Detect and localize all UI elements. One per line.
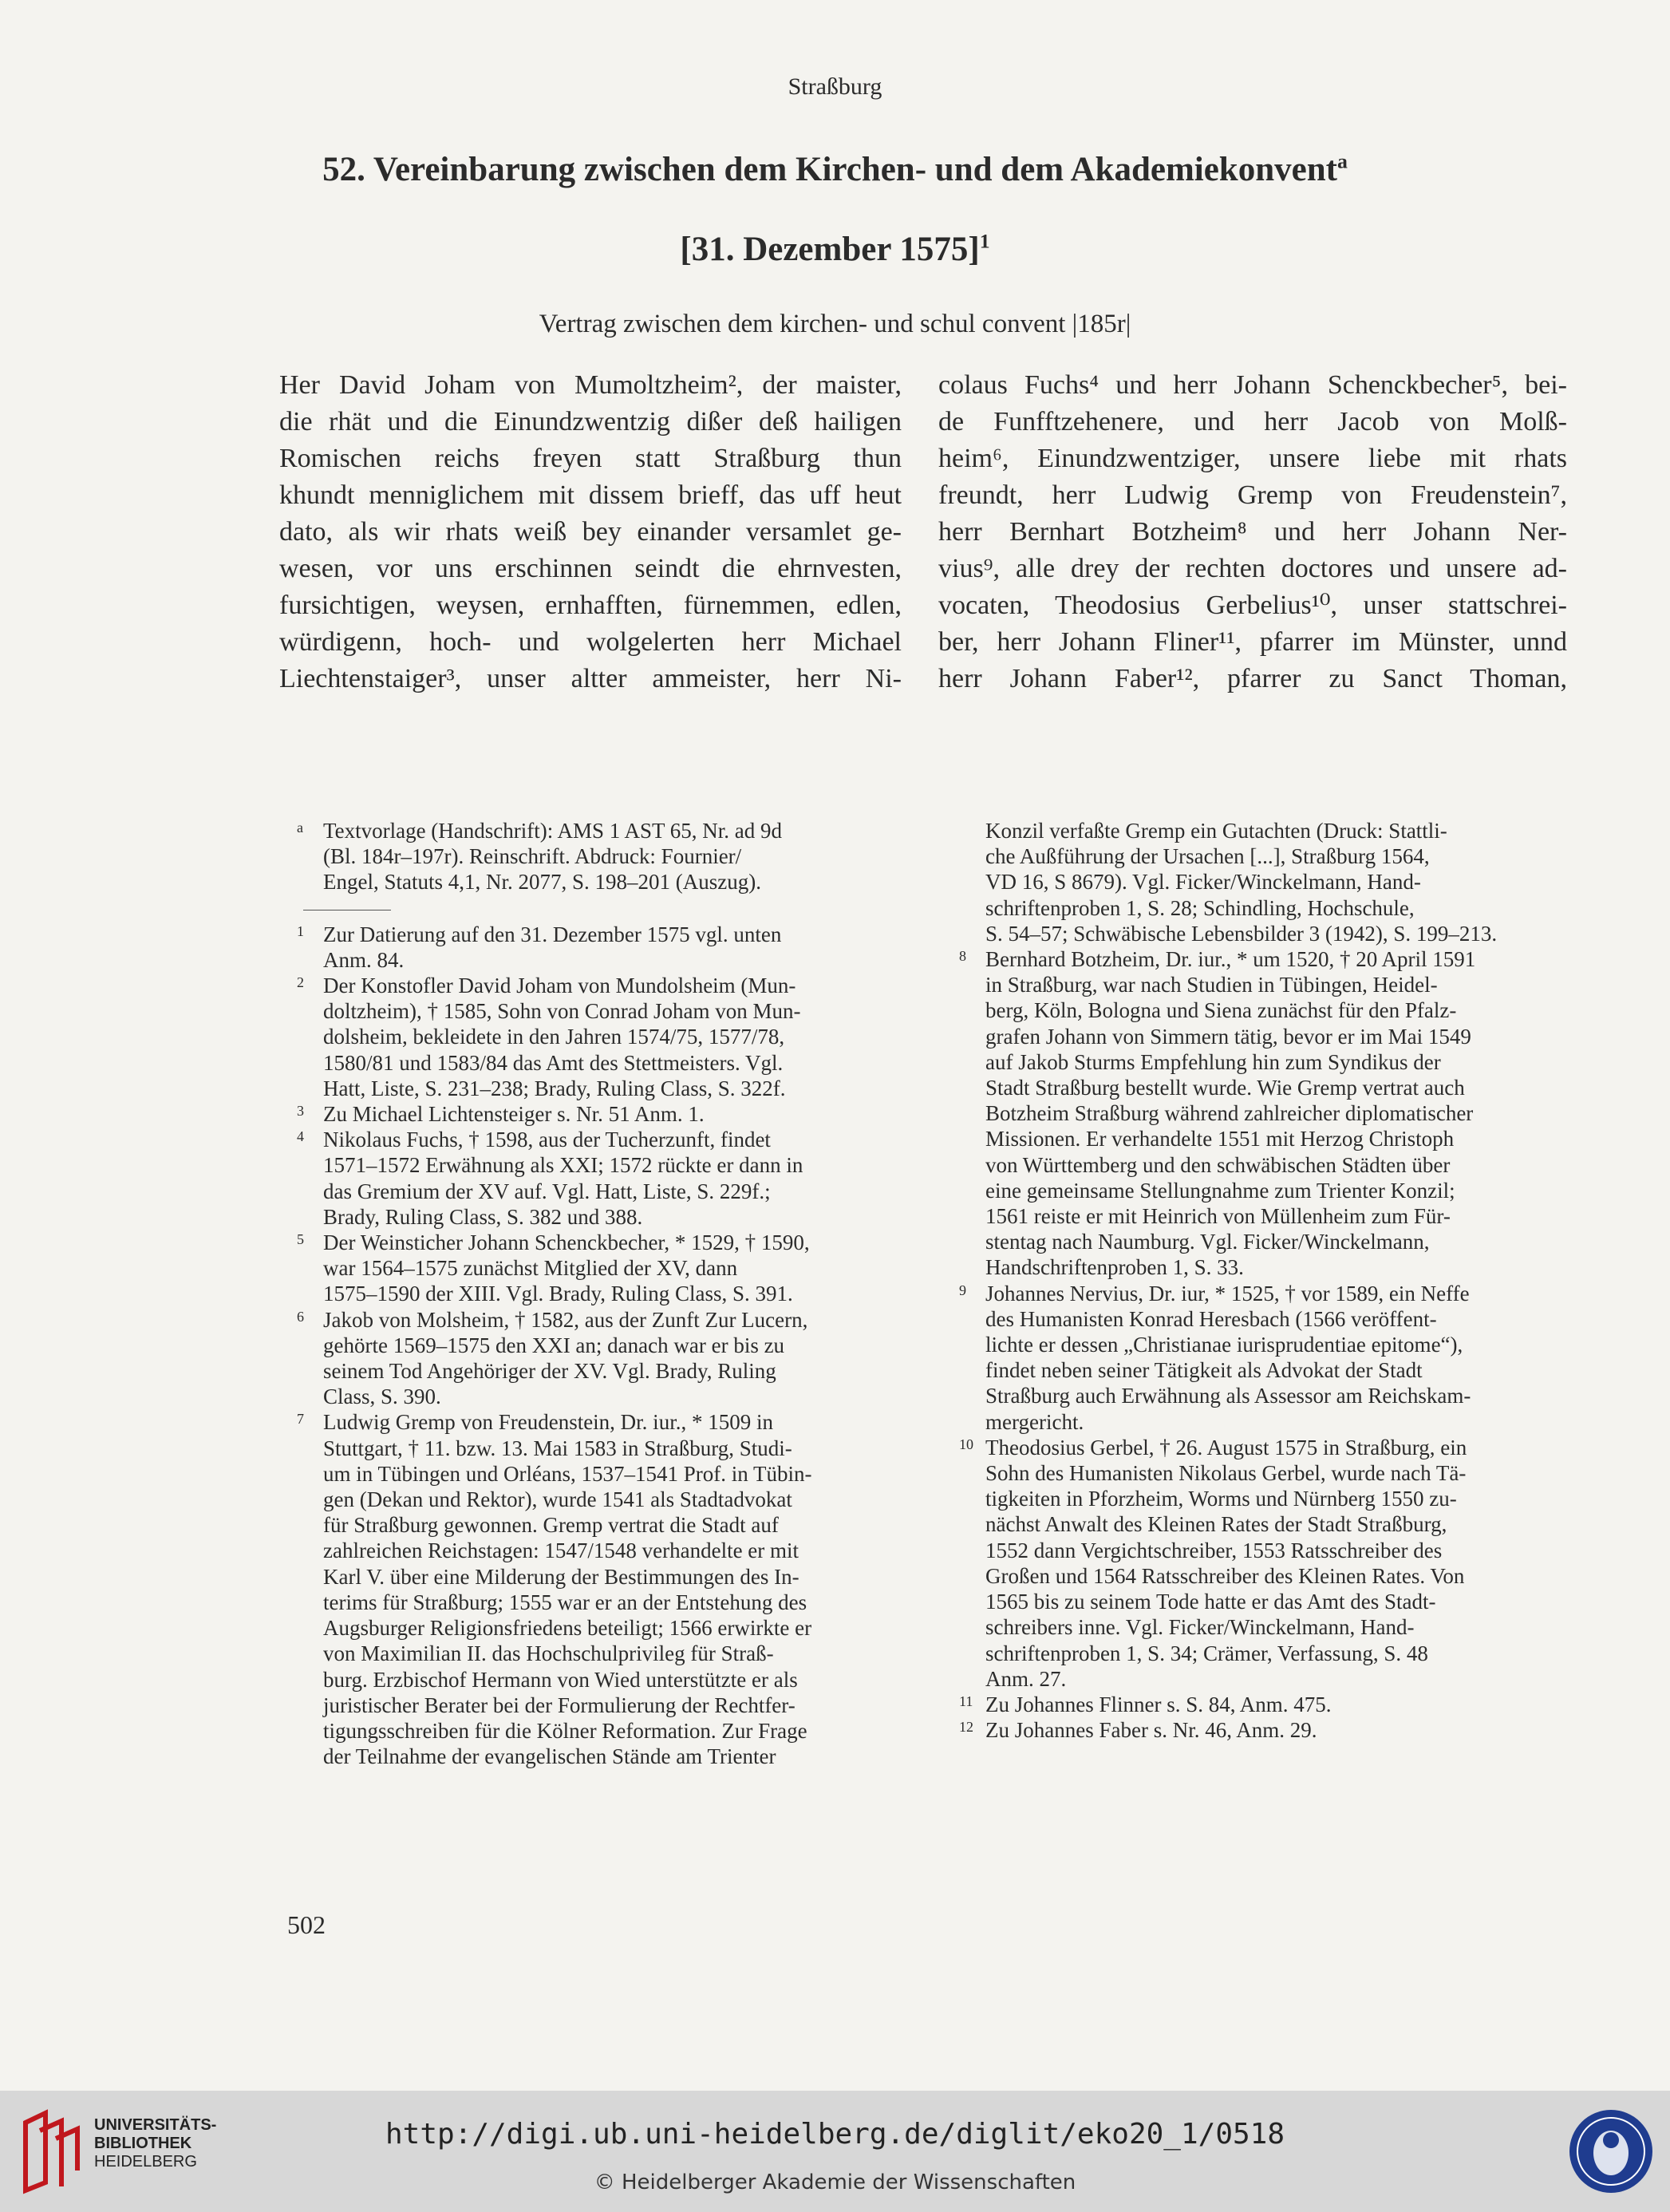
body-line: Liechtenstaiger³, unser altter ammeister, herr Ni- bbox=[279, 664, 902, 693]
footnote-line: seinem Tod Angehöriger der XV. Vgl. Brady, Ruling bbox=[323, 1359, 776, 1384]
footnote bbox=[297, 1101, 910, 1127]
footnote-number: 2 bbox=[297, 974, 304, 991]
body-line: ber, herr Johann Fliner¹¹, pfarrer im Münster, unnd bbox=[938, 627, 1567, 657]
footnote-line: Stadt Straßburg bestellt wurde. Wie Gremp vertrat auch bbox=[985, 1076, 1465, 1100]
footnote-line: schriftenproben 1, S. 34; Crämer, Verfassung, S. 48 bbox=[985, 1641, 1428, 1665]
footnote-line: Brady, Ruling Class, S. 382 und 388. bbox=[323, 1204, 643, 1229]
body-line: heim⁶, Einundzwentziger, unsere liebe mit rhats bbox=[938, 444, 1567, 473]
date-footnote-marker: 1 bbox=[979, 229, 990, 253]
footnote-line: burg. Erzbischof Hermann von Wied unterstützte er als bbox=[323, 1667, 798, 1692]
footnote-line: findet neben seiner Tätigkeit als Advokat der Stadt bbox=[985, 1358, 1423, 1383]
title-text: 52. Vereinbarung zwischen dem Kirchen- und dem Akademiekonvent bbox=[322, 151, 1337, 188]
footnote bbox=[965, 818, 1570, 946]
running-head: Straßburg bbox=[788, 73, 882, 100]
footnote-line: war 1564–1575 zunächst Mitglied der XV, dann bbox=[323, 1256, 738, 1281]
footnote bbox=[297, 1230, 910, 1307]
footnote-line: Augsburger Religionsfriedens beteiligt; 1566 erwirkte er bbox=[323, 1616, 812, 1641]
footnote-line: Großen und 1564 Ratsschreiber des Kleinen Rates. Von bbox=[985, 1563, 1465, 1588]
permalink-url[interactable]: http://digi.ub.uni-heidelberg.de/diglit/eko20_1/0518 bbox=[385, 2118, 1285, 2151]
footnote bbox=[297, 922, 910, 973]
body-line: wesen, vor uns erschinnen seindt die ehrnvesten, bbox=[279, 554, 902, 583]
footnote-line: Bernhard Botzheim, Dr. iur., * um 1520, † 20 April 1591 bbox=[985, 947, 1476, 972]
footnote-number: 9 bbox=[959, 1282, 966, 1298]
institution-line: HEIDELBERG bbox=[94, 2153, 197, 2171]
body-text-left-column bbox=[279, 367, 902, 697]
footnote bbox=[297, 1409, 910, 1769]
institution-line: UNIVERSITÄTS- bbox=[94, 2116, 217, 2134]
date-text: [31. Dezember 1575] bbox=[680, 231, 980, 268]
footnote-line: zahlreichen Reichstagen: 1547/1548 verhandelte er mit bbox=[323, 1539, 799, 1563]
body-line: Her David Joham von Mumoltzheim², der maister, bbox=[279, 370, 902, 400]
footnote-line: VD 16, S 8679). Vgl. Ficker/Winckelmann, Hand- bbox=[985, 870, 1421, 895]
footnote-line: Sohn des Humanisten Nikolaus Gerbel, wurde nach Tä- bbox=[985, 1461, 1467, 1486]
footnote-line: Class, S. 390. bbox=[323, 1384, 441, 1409]
footnote-line: Konzil verfaßte Gremp ein Gutachten (Druck: Stattli- bbox=[985, 819, 1447, 843]
body-line: dato, als wir rhats weiß bey einander versamlet ge- bbox=[279, 517, 902, 547]
footnote-line: (Bl. 184r–197r). Reinschrift. Abdruck: Fournier/ bbox=[323, 844, 742, 869]
footnote-line: tigungsschreiben für die Kölner Reformation. Zur Frage bbox=[323, 1718, 807, 1743]
university-seal-icon bbox=[1567, 2107, 1655, 2196]
footnote-line: Handschriftenproben 1, S. 33. bbox=[985, 1255, 1244, 1280]
footnote-line: Hatt, Liste, S. 231–238; Brady, Ruling Class, S. 322f. bbox=[323, 1076, 786, 1100]
footnote-number: 12 bbox=[959, 1719, 973, 1736]
footnote-line: Der Weinsticher Johann Schenckbecher, * 1529, † 1590, bbox=[323, 1230, 810, 1255]
footnote-line: Nikolaus Fuchs, † 1598, aus der Tucherzunft, findet bbox=[323, 1128, 771, 1152]
footnote-number: 11 bbox=[959, 1693, 973, 1709]
footnote bbox=[959, 1281, 1570, 1435]
title-footnote-marker: a bbox=[1336, 149, 1348, 173]
footnote-line: des Humanisten Konrad Heresbach (1566 veröffent- bbox=[985, 1306, 1437, 1331]
footnote-line: Jakob von Molsheim, † 1582, aus der Zunft Zur Lucern, bbox=[323, 1307, 808, 1332]
footnote-line: Anm. 27. bbox=[985, 1666, 1067, 1691]
footnote-line: berg, Köln, Bologna und Siena zunächst für den Pfalz- bbox=[985, 998, 1457, 1023]
body-line: colaus Fuchs⁴ und herr Johann Schenckbecher⁵, bei- bbox=[938, 370, 1567, 400]
footnote-line: um in Tübingen und Orléans, 1537–1541 Prof. in Tübin- bbox=[323, 1461, 812, 1486]
body-line: vocaten, Theodosius Gerbelius¹⁰, unser stattschrei- bbox=[938, 591, 1567, 620]
body-line: die rhät und die Einundzwentzig dißer deß hailigen bbox=[279, 407, 902, 436]
footnote-line: Zu Johannes Faber s. Nr. 46, Anm. 29. bbox=[985, 1718, 1317, 1743]
footnote bbox=[297, 1127, 910, 1230]
footnote-line: 1565 bis zu seinem Tode hatte er das Amt des Stadt- bbox=[985, 1590, 1436, 1614]
footnote-line: juristischer Berater bei der Formulierung der Rechtfer- bbox=[323, 1693, 796, 1717]
footnote-number: 5 bbox=[297, 1231, 304, 1248]
footnote-line: mergericht. bbox=[985, 1409, 1084, 1434]
footnote bbox=[959, 1435, 1570, 1692]
footnotes-left-column bbox=[297, 818, 910, 1769]
footnote-line: gen (Dekan und Rektor), wurde 1541 als Stadtadvokat bbox=[323, 1487, 792, 1512]
footnote-line: von Maximilian II. das Hochschulprivileg für Straß- bbox=[323, 1641, 774, 1666]
footnote-number: 10 bbox=[959, 1436, 973, 1452]
footnote-line: Ludwig Gremp von Freudenstein, Dr. iur., * 1509 in bbox=[323, 1410, 773, 1435]
copyright-notice: © Heidelberger Akademie der Wissenschaften bbox=[594, 2171, 1076, 2194]
body-line: würdigenn, hoch- und wolgelerten herr Michael bbox=[279, 627, 902, 657]
footnote bbox=[297, 1307, 910, 1410]
footnote-line: Theodosius Gerbel, † 26. August 1575 in Straßburg, ein bbox=[985, 1435, 1467, 1460]
footnote-number: 4 bbox=[297, 1128, 304, 1145]
document-subtitle: Vertrag zwischen dem kirchen- und schul convent |185r| bbox=[539, 310, 1131, 338]
body-text-right-column bbox=[938, 367, 1567, 697]
body-line: de Funfftzehenere, und herr Jacob von Molß- bbox=[938, 407, 1567, 436]
footnote-number: 1 bbox=[297, 922, 304, 939]
footnote-line: Botzheim Straßburg während zahlreicher diplomatischer bbox=[985, 1101, 1474, 1126]
footnotes-right-column bbox=[959, 818, 1570, 1743]
footnote-line: auf Jakob Sturms Empfehlung hin zum Syndikus der bbox=[985, 1049, 1441, 1074]
footnote-line: Stuttgart, † 11. bzw. 13. Mai 1583 in Straßburg, Studi- bbox=[323, 1436, 792, 1460]
footnote-line: 1575–1590 der XIII. Vgl. Brady, Ruling Class, S. 391. bbox=[323, 1282, 793, 1306]
document-date bbox=[0, 230, 1670, 269]
footnote-number: 6 bbox=[297, 1308, 304, 1325]
footnote-line: Zur Datierung auf den 31. Dezember 1575 vgl. unten bbox=[323, 922, 782, 946]
footnote-line: S. 54–57; Schwäbische Lebensbilder 3 (1942), S. 199–213. bbox=[985, 921, 1498, 946]
footnote-line: das Gremium der XV auf. Vgl. Hatt, Liste, S. 229f.; bbox=[323, 1179, 771, 1203]
footnote-number: 7 bbox=[297, 1411, 304, 1428]
footnote-line: tigkeiten in Pforzheim, Worms und Nürnberg 1550 zu- bbox=[985, 1487, 1457, 1511]
footnote-line: Missionen. Er verhandelte 1551 mit Herzog Christoph bbox=[985, 1127, 1455, 1151]
footnote-line: in Straßburg, war nach Studien in Tübingen, Heidel- bbox=[985, 973, 1438, 997]
footnote-number: a bbox=[297, 820, 303, 835]
footnote-line: eine gemeinsame Stellungnahme zum Trienter Konzil; bbox=[985, 1178, 1455, 1203]
footnote-line: Johannes Nervius, Dr. iur, * 1525, † vor 1589, ein Neffe bbox=[985, 1281, 1470, 1305]
institution-line: BIBLIOTHEK bbox=[94, 2135, 192, 2152]
footnote-line: 1571–1572 Erwähnung als XXI; 1572 rückte er dann in bbox=[323, 1153, 803, 1178]
body-line: herr Bernhart Botzheim⁸ und herr Johann Ner- bbox=[938, 517, 1567, 547]
footnote-line: Engel, Statuts 4,1, Nr. 2077, S. 198–201 (Auszug). bbox=[323, 870, 761, 895]
document-title bbox=[0, 150, 1670, 189]
footnote bbox=[959, 946, 1570, 1281]
footnote-line: terims für Straßburg; 1555 war er an der Entstehung des bbox=[323, 1590, 807, 1614]
footnote-line: der Teilnahme der evangelischen Stände am Trienter bbox=[323, 1744, 776, 1769]
footnote-line: che Außführung der Ursachen [...], Straßburg 1564, bbox=[985, 844, 1430, 869]
footnote-line: Anm. 84. bbox=[323, 947, 405, 972]
footnote-line: Zu Johannes Flinner s. S. 84, Anm. 475. bbox=[985, 1692, 1332, 1716]
footnote-line: schreibers inne. Vgl. Ficker/Winckelmann, Hand- bbox=[985, 1615, 1415, 1640]
footnote-line: 1580/81 und 1583/84 das Amt des Stettmeisters. Vgl. bbox=[323, 1050, 784, 1075]
footnote-line: gehörte 1569–1575 den XXI an; danach war er bis zu bbox=[323, 1333, 785, 1357]
footnote bbox=[297, 973, 910, 1101]
page-number: 502 bbox=[287, 1910, 326, 1939]
footnote-number: 8 bbox=[959, 948, 966, 965]
footnote-line: doltzheim), † 1585, Sohn von Conrad Joham von Mun- bbox=[323, 999, 801, 1024]
footnote-line: von Württemberg und den schwäbischen Städten über bbox=[985, 1152, 1451, 1177]
footnote-number: 3 bbox=[297, 1103, 304, 1120]
footnote-line: Zu Michael Lichtensteiger s. Nr. 51 Anm. 1. bbox=[323, 1102, 705, 1127]
body-line: fursichtigen, weysen, ernhafften, fürnemmen, edlen, bbox=[279, 591, 902, 620]
footnote-line: für Straßburg gewonnen. Gremp vertrat die Stadt auf bbox=[323, 1513, 779, 1538]
footnote-line: Karl V. über eine Milderung der Bestimmungen des In- bbox=[323, 1564, 799, 1589]
footnote-line: 1561 reiste er mit Heinrich von Müllenheim zum Für- bbox=[985, 1204, 1451, 1229]
footnote-line: Straßburg auch Erwähnung als Assessor am Reichskam- bbox=[985, 1384, 1471, 1408]
body-line: vius⁹, alle drey der rechten doctores und unsere ad- bbox=[938, 554, 1567, 583]
footnote-line: Der Konstofler David Joham von Mundolsheim (Mun- bbox=[323, 974, 796, 998]
footnote-line: Textvorlage (Handschrift): AMS 1 AST 65, Nr. ad 9d bbox=[323, 819, 783, 843]
footnote-line: schriftenproben 1, S. 28; Schindling, Hochschule, bbox=[985, 895, 1415, 920]
body-line: Romischen reichs freyen statt Straßburg thun bbox=[279, 444, 902, 473]
footnote-line: 1552 dann Vergichtschreiber, 1553 Ratsschreiber des bbox=[985, 1538, 1443, 1562]
viewer-footer bbox=[0, 2091, 1670, 2212]
footnote bbox=[297, 818, 910, 895]
footnote-line: dolsheim, bekleidete in den Jahren 1574/75, 1577/78, bbox=[323, 1025, 785, 1049]
footnote bbox=[959, 1692, 1570, 1717]
body-line: freundt, herr Ludwig Gremp von Freudenstein⁷, bbox=[938, 480, 1567, 510]
body-line: herr Johann Faber¹², pfarrer zu Sanct Thoman, bbox=[938, 664, 1567, 693]
footnote-line: lichte er dessen „Christianae iurisprudentiae epitome“), bbox=[985, 1333, 1463, 1357]
footnote-line: nächst Anwalt des Kleinen Rates der Stadt Straßburg, bbox=[985, 1512, 1447, 1537]
footnote-line: grafen Johann von Simmern tätig, bevor er im Mai 1549 bbox=[985, 1024, 1471, 1049]
footnote-line: stentag nach Naumburg. Vgl. Ficker/Winckelmann, bbox=[985, 1230, 1430, 1254]
body-line: khundt menniglichem mit dissem brieff, das uff heut bbox=[279, 480, 902, 510]
footnote bbox=[959, 1717, 1570, 1743]
